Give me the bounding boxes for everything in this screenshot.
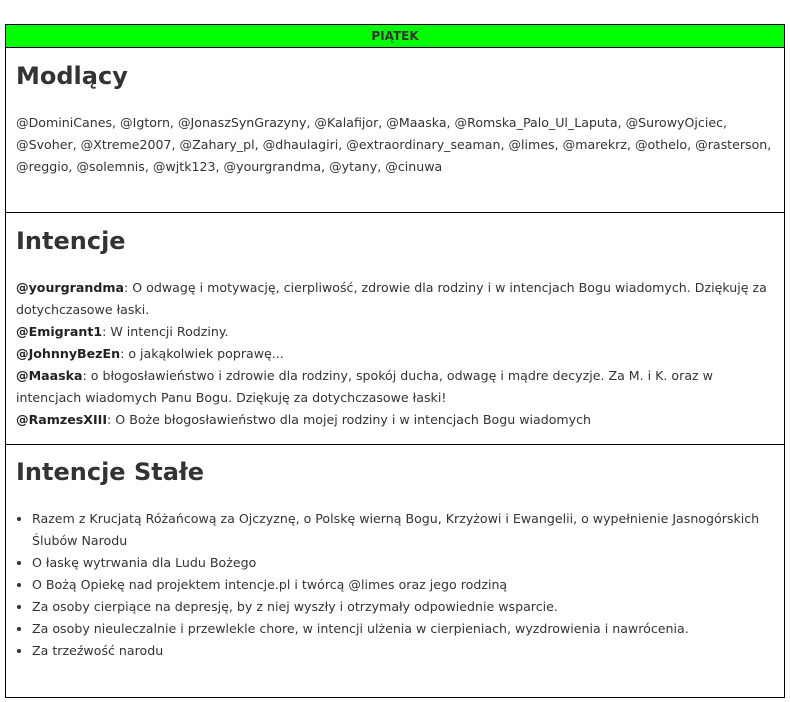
intention-item bbox=[16, 321, 774, 343]
intencje-stale-list bbox=[16, 508, 774, 662]
day-header: PIĄTEK bbox=[6, 25, 784, 48]
intention-text: : O Boże błogosławieństwo dla mojej rodziny i w intencjach Bogu wiadomych bbox=[107, 412, 592, 427]
intention-text: : o jakąkolwiek poprawę... bbox=[120, 346, 284, 361]
list-item: • O łaskę wytrwania dla Ludu Bożego bbox=[32, 552, 774, 574]
intention-item bbox=[16, 409, 774, 431]
list-item: • O Bożą Opiekę nad projektem intencje.pl i twórcą @limes oraz jego rodziną bbox=[32, 574, 774, 596]
intention-text: : O odwagę i motywację, cierpliwość, zdrowie dla rodziny i w intencjach Bogu wiadomych. Dziękuję za dotychczasowe łaski. bbox=[16, 280, 767, 317]
list-item: • Razem z Krucjatą Różańcową za Ojczyznę, o Polskę wierną Bogu, Krzyżowi i Ewangelii, o wypełnienie Jasnogórskich Ślubów Narodu bbox=[32, 508, 774, 552]
intention-user[interactable]: @RamzesXIII bbox=[16, 412, 108, 427]
intention-user[interactable]: @Emigrant1 bbox=[16, 324, 103, 339]
intention-text: : o błogosławieństwo i zdrowie dla rodziny, spokój ducha, odwagę i mądre decyzje. Za M. i K. oraz w intencjach wiadomych Panu Bogu. Dziękuję za dotychczasowe łaski! bbox=[16, 368, 713, 405]
list-item: • Za osoby nieuleczalnie i przewlekle chore, w intencji ulżenia w cierpieniach, wyzdrowienia i nawrócenia. bbox=[32, 618, 774, 640]
modlacy-heading: Modlący bbox=[16, 62, 128, 90]
intencje-section bbox=[6, 213, 784, 445]
list-item: • Za trzeźwość narodu bbox=[32, 640, 774, 662]
intention-user[interactable]: @JohnnyBezEn bbox=[16, 346, 121, 361]
intention-item bbox=[16, 343, 774, 365]
list-item: • Za osoby cierpiące na depresję, by z niej wyszły i otrzymały odpowiednie wsparcie. bbox=[32, 596, 774, 618]
modlacy-section bbox=[6, 48, 784, 213]
day-panel bbox=[5, 24, 785, 698]
intencje-heading: Intencje bbox=[16, 227, 126, 255]
intencje-list bbox=[16, 277, 774, 431]
intention-item bbox=[16, 365, 774, 409]
intencje-stale-section bbox=[6, 445, 784, 697]
intention-user[interactable]: @yourgrandma bbox=[16, 280, 124, 295]
intention-item bbox=[16, 277, 774, 321]
modlacy-names: @DominiCanes, @Igtorn, @JonaszSynGrazyny, @Kalafijor, @Maaska, @Romska_Palo_Ul_Laputa, @SurowyOjciec, @Svoher, @Xtreme2007, @Zahary_pl, @dhaulagiri, @extraordinary_seaman, @limes, @marekrz, @othelo, @rasterson, @reggio, @solemnis, @wjtk123, @yourgrandma, @ytany, @cinuwa bbox=[16, 115, 772, 174]
intencje-stale-heading: Intencje Stałe bbox=[16, 458, 205, 486]
intention-user[interactable]: @Maaska bbox=[16, 368, 83, 383]
intention-text: : W intencji Rodziny. bbox=[102, 324, 229, 339]
